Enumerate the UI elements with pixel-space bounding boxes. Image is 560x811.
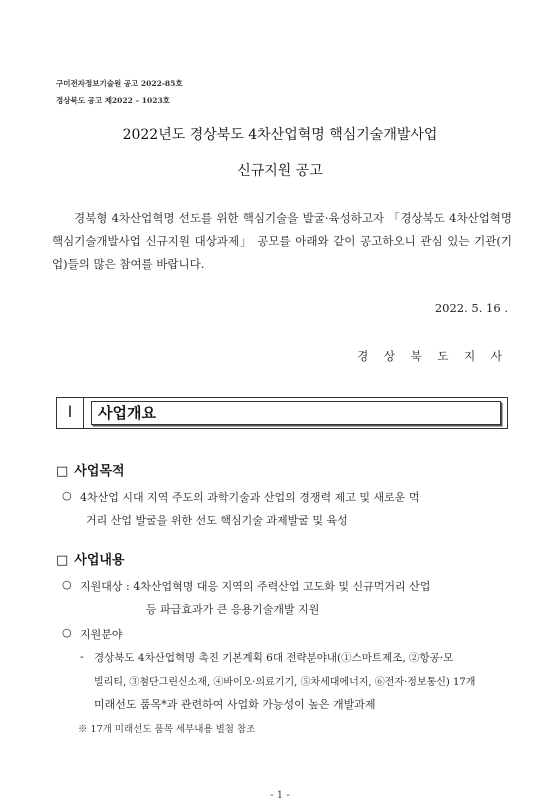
field-label: 지원분야 xyxy=(80,628,123,641)
field-line-3: 미래선도 품목*과 관련하여 사업화 가능성이 높은 개발과제 xyxy=(94,698,376,711)
purpose-line-2: 거리 산업 발굴을 위한 선도 핵심기술 과제발굴 및 육성 xyxy=(86,514,348,527)
attachment-note: ※ 17개 미래선도 품목 세부내용 별첨 참조 xyxy=(78,724,256,735)
intro-paragraph: 경북형 4차산업혁명 선도를 위한 핵심기술을 발굴·육성하고자 「경상북도 4차산업혁명 핵심기술개발사업 신규지원 대상과제」 공모를 아래와 같이 공고하오니 관심 있는 기관(기업)들의 많은 참여를 바랍니다. xyxy=(52,211,512,271)
purpose-heading-text: 사업목적 xyxy=(74,464,125,479)
section-header xyxy=(56,397,508,429)
target-line-1: 지원대상 : 4차산업혁명 대응 지역의 주력산업 고도화 및 신규먹거리 산업 xyxy=(80,580,431,593)
announcement-date: 2022. 5. 16 . xyxy=(434,301,508,315)
square-bullet-icon: □ xyxy=(56,464,69,479)
document-title: 2022년도 경상북도 4차산업혁명 핵심기술개발사업 xyxy=(122,127,438,143)
section-number: Ⅰ xyxy=(57,398,84,428)
purpose-heading xyxy=(56,460,125,479)
section-title-box xyxy=(91,401,501,425)
square-bullet-icon: □ xyxy=(56,553,69,568)
page-number: - 1 - xyxy=(270,790,290,801)
issuing-organization: 경 상 북 도 지 사 xyxy=(357,349,508,363)
content-heading xyxy=(56,549,125,568)
content-heading-text: 사업내용 xyxy=(74,553,125,568)
target-line-2: 등 파급효과가 큰 응용기술개발 지원 xyxy=(146,603,320,616)
dash-bullet-icon: - xyxy=(80,650,84,663)
section-title: 사업개요 xyxy=(98,404,156,422)
circle-bullet-icon: ○ xyxy=(62,578,72,591)
notice-number-province: 경상북도 공고 제2022 – 1023호 xyxy=(56,96,170,105)
circle-bullet-icon: ○ xyxy=(62,626,72,639)
circle-bullet-icon: ○ xyxy=(62,489,72,502)
field-line-1: 경상북도 4차산업혁명 촉진 기본계획 6대 전략분야내(①스마트제조, ②항공·모 xyxy=(94,652,454,664)
purpose-line-1: 4차산업 시대 지역 주도의 과학기술과 산업의 경쟁력 제고 및 새로운 먹 xyxy=(80,491,420,504)
document-subtitle: 신규지원 공고 xyxy=(237,163,323,179)
notice-number-giet: 구미전자정보기술원 공고 2022-85호 xyxy=(56,79,183,88)
field-line-2: 빌리티, ③첨단그린신소재, ④바이오·의료기기, ⑤차세대에너지, ⑥전자·정보통신) 17개 xyxy=(94,677,476,688)
